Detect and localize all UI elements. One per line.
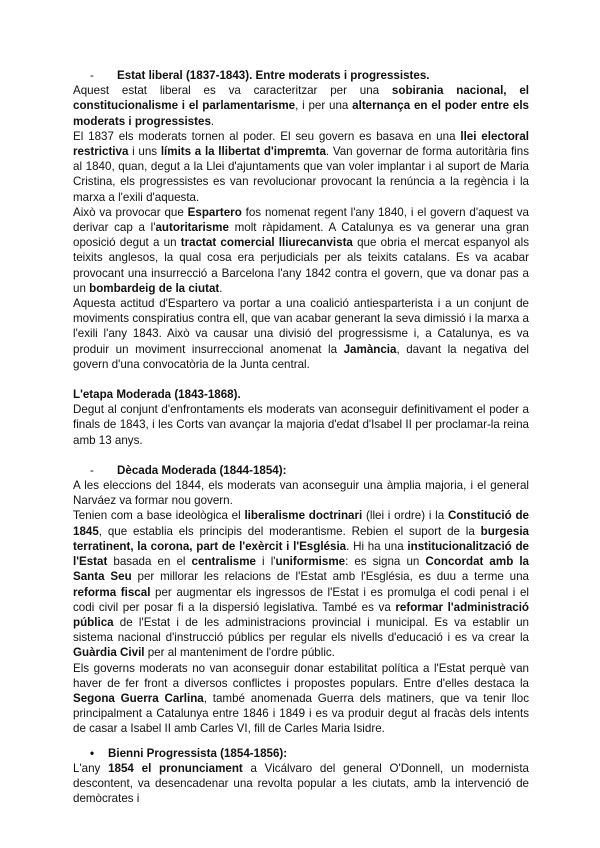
bold-term: uniformisme [275,555,346,569]
bold-term: alternança en el poder entre els moderats i progressistes [73,99,529,128]
text-run: per millorar les relacions de l'Estat amb l'Església, es duu a terme una [131,570,529,584]
paragraph [73,761,529,807]
text-run: , que establia els principis del moderantisme. Rebien el suport de la [98,524,481,538]
bold-term: llei electoral restrictiva [73,129,529,159]
text-run: . Hi ha una [346,539,408,553]
heading-text: Estat liberal (1837-1843). Entre moderats i progressistes. [117,69,430,82]
section-heading-etapa-moderada: L'etapa Moderada (1843-1868). [73,388,241,402]
bold-term: Guàrdia Civil [73,646,145,660]
text-run: Degut al conjunt d'enfrontaments els moderats van aconseguir definitivament el poder a finals de 1843, i les Corts van avançar la majoria d'edat d'Isabel II per proclamar-la reina amb 13 anys. [73,403,529,447]
bold-term: 1854 el pronunciament [108,761,243,775]
text-run: que obria el mercat espanyol als teixits anglesos, la qual cosa era perjudicials per als teixits catalans. Es va acabar provocant una insurrecció a Barcelona l'any 1842 contra el govern, que va donar pas a un [73,236,530,295]
text-run: Això va provocar que [73,205,188,219]
paragraph [73,402,529,448]
heading-text: Dècada Moderada (1844-1854): [117,463,287,477]
paragraph [73,129,529,205]
text-run: Aquesta actitud d'Espartero va portar a una coalició antiesparterista i a un conjunt de moviments conspiratius contra ell, que van acabar generant la seva dimissió i la marxa a l'exili l'any 1843. Això va causar una divisió del progressisme i, a Catalunya, es va produir un moviment insurreccional anomenat la [73,297,529,356]
bold-term: burgesia terratinent, la corona, part de l'exèrcit i l'Església [73,524,529,553]
bold-term: sobirania nacional, el constitucionalisme i el parlamentarisme [73,84,529,113]
text-run: . Van governar de forma autoritària fins al 1840, quan, degut a la Llei d'ajuntaments que van voler implantar i al suport de Maria Cristina, els progressistes es van revolucionar provocant la renúncia a la regència i la marxa a l'exili d'aquesta. [73,145,530,204]
bold-term: liberalisme doctrinari [244,509,363,523]
text-run: . [219,281,223,295]
text-run: A les eleccions del 1844, els moderats van aconseguir una àmplia majoria, i el general Narváez va formar nou govern. [73,479,529,508]
paragraph [73,478,529,508]
bold-term: Espartero [187,205,242,219]
document-page [73,68,529,806]
paragraph [73,661,529,737]
text-run: . [210,114,215,128]
bold-term: bombardeig de la ciutat [89,281,220,295]
text-run: L'any [73,761,109,775]
text-run: , i per una [295,99,353,113]
bold-term: Jamància [343,342,397,356]
text-run: i l' [256,555,276,569]
text-run: (llei i ordre) i la [362,509,448,523]
heading-text: Bienni Progressista (1854-1856): [108,746,288,760]
bold-term: Segona Guerra Carlina [73,691,204,705]
text-run: molt ràpidament. A Catalunya es va generar una gran oposició degut a un [73,221,529,250]
bold-term: reforma fiscal [73,585,151,599]
text-run: basada en el [107,555,192,569]
bold-term: autoritarisme [155,221,229,235]
bold-term: Concordat amb la Santa Seu [73,555,530,584]
text-run: El 1837 els moderats tornen al poder. El seu govern es basava en una [73,129,461,143]
text-run: Tenien com a base ideològica el [73,509,245,523]
section-heading-bienni-progressista [73,746,529,761]
text-run: , també anomenada Guerra dels matiners, que va tenir lloc principalment a Catalunya entre 1846 i 1849 i es va produir degut al fracàs dels intents de casar a Isabel II amb Carles VI, fill de Carles Maria Isidre. [73,691,530,736]
text-run: , davant la negativa del govern d'una convocatòria de la Junta central. [73,342,529,371]
bold-term: centralisme [191,555,256,569]
text-run: de l'Estat i de les administracions provincial i municipal. Es va establir un sistema nacional d'instrucció públics per regular els nivells d'educació i es va crear la [73,615,529,645]
text-run: Aquest estat liberal es va caracteritzar per una [73,84,392,98]
text-run: fos nomenat regent l'any 1840, i el govern d'aquest va derivar cap a l' [73,205,529,235]
text-run: : es signa un [345,555,426,569]
section-heading-estat-liberal [73,68,529,83]
bold-term: Constitució de 1845 [73,509,529,538]
bullet-dash: - [90,463,94,477]
paragraph [73,83,529,129]
text-run: a Vicálvaro del general O'Donnell, un modernista descontent, va desencadenar una revolta popular a les ciutats, amb la intervenció de demòcrates i [73,761,529,806]
bold-term: institucionalització de l'Estat [73,539,530,569]
bold-term: límits a la llibertat d'impremta [160,145,326,159]
text-run: Els governs moderats no van aconseguir donar estabilitat política a l'Estat perquè van haver de fer front a diversos conflictes i propostes populars. Entre d'elles destaca la [73,661,529,690]
section-heading-decada-moderada [73,463,529,478]
paragraph [73,205,529,296]
paragraph [73,296,529,372]
text-run: per al manteniment de l'ordre públic. [144,646,335,660]
bold-term: reformar l'administració pública [73,600,530,629]
paragraph [73,508,529,660]
text-run: per augmentar els ingressos de l'Estat i es promulga el codi penal i el codi civil per posar fi a la dispersió legislativa. També es va [73,585,529,614]
bullet-dash: - [90,69,94,82]
bullet-dot: • [90,746,95,760]
bold-term: tractat comercial lliurecanvista [180,236,353,250]
text-run: i uns [128,145,161,159]
